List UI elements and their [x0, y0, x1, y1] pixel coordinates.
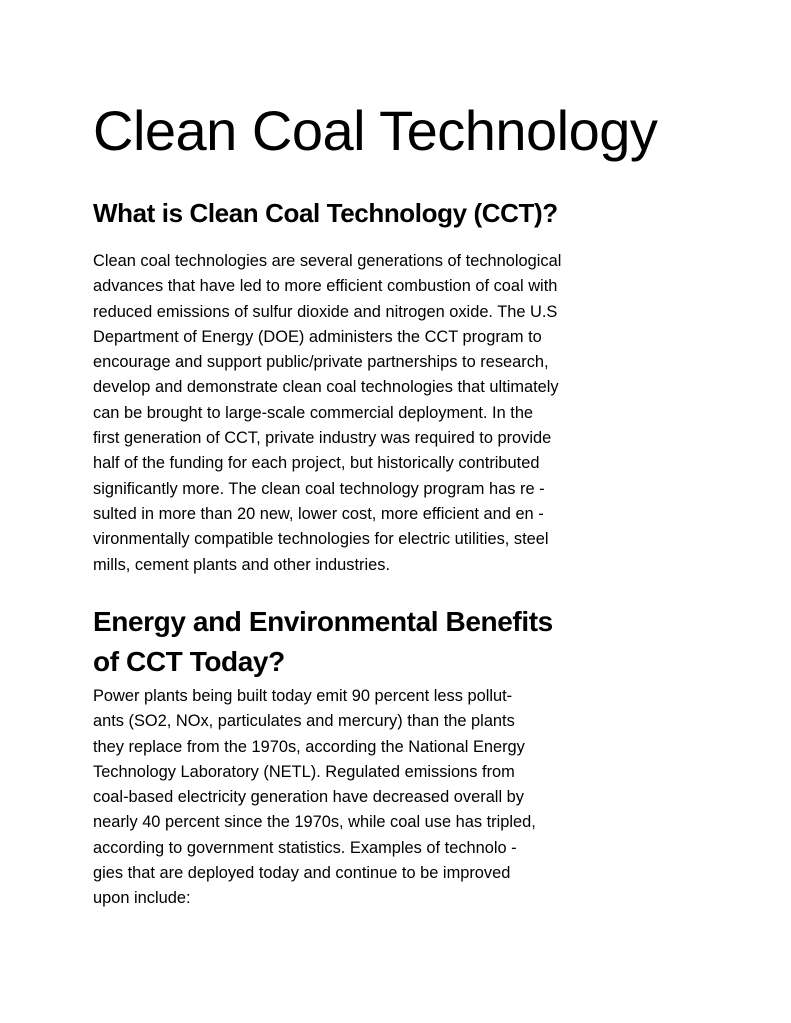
paragraph-line: vironmentally compatible technologies for electric utilities, steel: [93, 530, 549, 549]
paragraph-line: Clean coal technologies are several generations of technological: [93, 252, 562, 270]
paragraph-line: Department of Energy (DOE) administers the CCT program to: [93, 327, 542, 346]
paragraph-line: gies that are deployed today and continue to be improved: [93, 864, 511, 883]
paragraph-line: reduced emissions of sulfur dioxide and nitrogen oxide. The U.S: [93, 302, 558, 321]
paragraph-line: Technology Laboratory (NETL). Regulated emissions from: [93, 762, 515, 781]
paragraph-line: develop and demonstrate clean coal technologies that ultimately: [93, 378, 559, 397]
section-heading-what-is-cct: What is Clean Coal Technology (CCT)?: [93, 198, 558, 228]
paragraph-line: ants (SO2, NOx, particulates and mercury) than the plants: [93, 712, 515, 731]
document-title: Clean Coal Technology: [93, 99, 658, 162]
section-paragraph-what-is-cct: [93, 249, 561, 578]
paragraph-line: according to government statistics. Examples of technolo -: [93, 838, 517, 857]
paragraph-line: coal-based electricity generation have decreased overall by: [93, 788, 524, 807]
paragraph-line: first generation of CCT, private industry was required to provide: [93, 429, 552, 448]
paragraph-line: encourage and support public/private partnerships to research,: [93, 353, 549, 372]
heading-line: of CCT Today?: [93, 646, 285, 677]
section-paragraph-benefits: [93, 684, 536, 912]
paragraph-line: Power plants being built today emit 90 percent less pollut-: [93, 687, 513, 705]
paragraph-line: can be brought to large-scale commercial deployment. In the: [93, 403, 534, 422]
paragraph-line: advances that have led to more efficient combustion of coal with: [93, 277, 558, 296]
paragraph-line: half of the funding for each project, but historically contributed: [93, 454, 540, 473]
paragraph-line: significantly more. The clean coal technology program has re -: [93, 479, 545, 498]
paragraph-line: sulted in more than 20 new, lower cost, more efficient and en -: [93, 504, 544, 523]
paragraph-line: upon include:: [93, 889, 191, 908]
heading-line: Energy and Environmental Benefits: [93, 606, 553, 637]
paragraph-line: nearly 40 percent since the 1970s, while coal use has tripled,: [93, 813, 536, 832]
paragraph-line: mills, cement plants and other industries.: [93, 555, 390, 574]
section-heading-benefits: [93, 602, 553, 682]
paragraph-line: they replace from the 1970s, according the National Energy: [93, 737, 525, 756]
